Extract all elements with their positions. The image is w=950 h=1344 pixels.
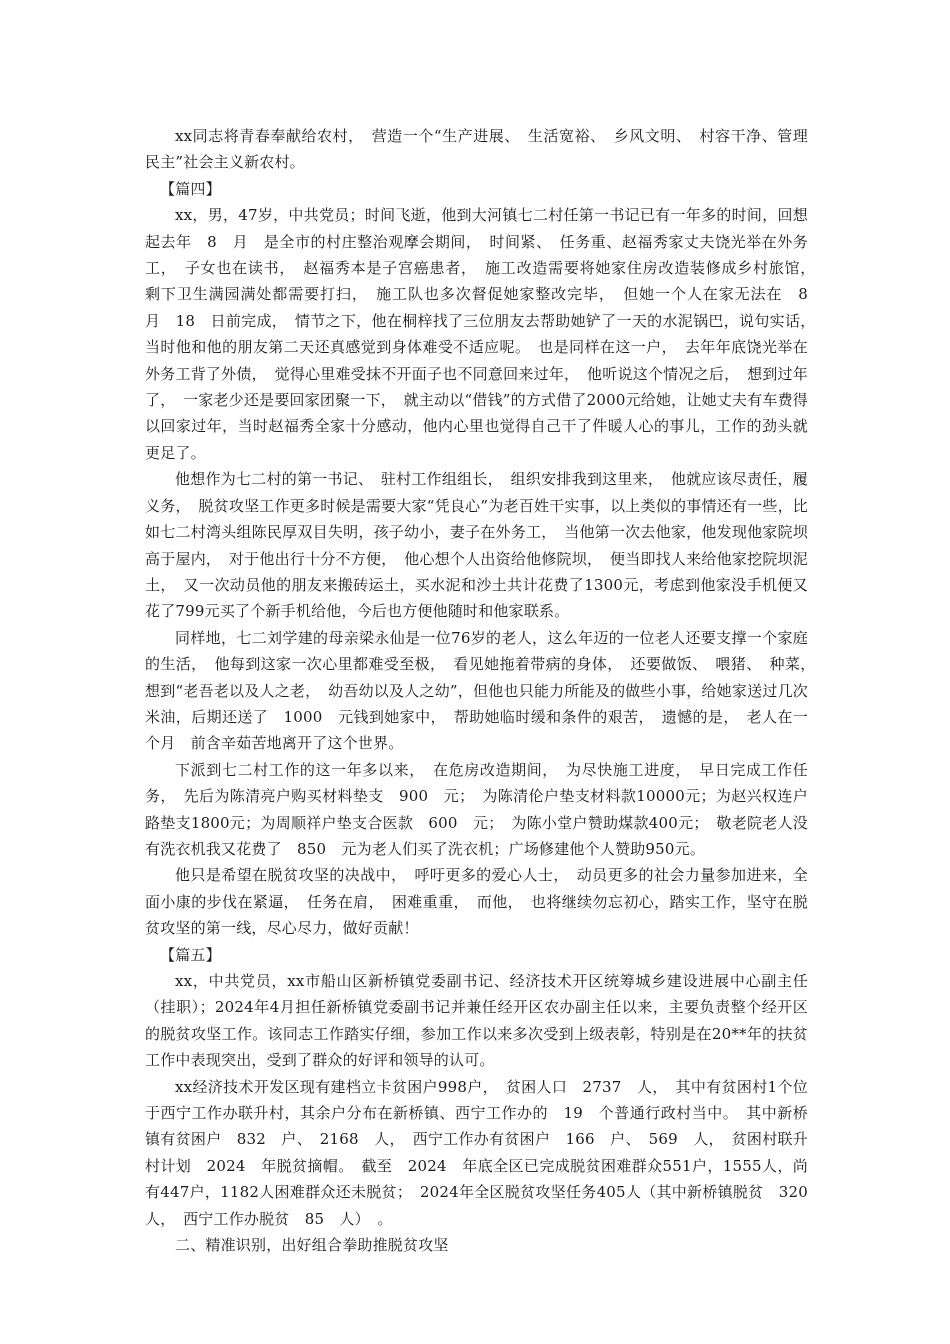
paragraph-6: 他只是希望在脱贫攻坚的决战中， 呼吁更多的爱心人士， 动员更多的社会力量参加进来，全面小康的步伐在紧逼， 任务在肩， 困难重重， 而他， 也将继续勿忘初心，踏实工作，坚守在脱贫攻坚的第一线，尽心尽力，做好贡献！	[145, 866, 808, 938]
paragraph-9: 二、精准识别，出好组合拳助推脱贫攻坚	[175, 1236, 449, 1255]
document-page	[145, 123, 824, 1258]
section-heading-5: 【篇五】	[160, 945, 221, 964]
section-heading-4: 【篇四】	[160, 179, 221, 198]
paragraph-5: 下派到七二村工作的这一年多以来， 在危房改造期间， 为尽快施工进度， 早日完成工作任务， 先后为陈清亮户购买材料垫支 900 元； 为陈清伦户垫支材料款10000元；为赵兴权连户路垫支1800元；为周顺祥户垫支合医款 600 元； 为陈小堂户赞助煤款400元； 敬老院老人没有洗衣机我又花费了 850 元为老人们买了洗衣机；广场修建他个人赞助950元。	[145, 760, 808, 858]
paragraph-7: xx，中共党员，xx市船山区新桥镇党委副书记、经济技术开区统筹城乡建设进展中心副主任（挂职）；2024年4月担任新桥镇党委副书记并兼任经开区农办副主任以来，主要负责整个经开区的脱贫攻坚工作。该同志工作踏实仔细，参加工作以来多次受到上级表彰，特别是在20**年的扶贫工作中表现突出，受到了群众的好评和领导的认可。	[145, 972, 808, 1070]
paragraph-8: xx经济技术开发区现有建档立卡贫困户998户， 贫困人口 2737 人， 其中有贫困村1个位于西宁工作办联升村，其余户分布在新桥镇、西宁工作办的 19 个普通行政村当中。 其中新桥镇有贫困户 832 户、 2168 人， 西宁工作办有贫困户 166 户、 569 人， 贫困村联升村计划 2024 年脱贫摘帽。 截至 2024 年底全区已完成脱贫困难群众551户，1555人，尚有447户，1182人困难群众还未脱贫； 2024年全区脱贫攻坚任务405人（其中新桥镇脱贫 320 人， 西宁工作办脱贫 85 人） 。	[145, 1077, 824, 1228]
paragraph-2: xx，男，47岁，中共党员；时间飞逝，他到大河镇七二村任第一书记已有一年多的时间，回想起去年 8 月 是全市的村庄整治观摩会期间， 时间紧、 任务重、赵福秀家丈夫饶光举在外务工， 子女也在读书， 赵福秀本是子宫癌患者， 施工改造需要将她家住房改造装修成乡村旅馆， 剩下卫生满园满处都需要打扫， 施工队也多次督促她家整改完毕， 但她一个人在家无法在 8 月 18 日前完成， 情节之下，他在桐梓找了三位朋友去帮助她铲了一天的水泥锅巴，说句实话， 当时他和他的朋友第二天还真感觉到身体难受不适应呢。 也是同样在这一户， 去年年底饶光举在外务工背了外债， 觉得心里难受抹不开面子也不同意回来过年， 他听说这个情况之后， 想到过年了， 一家老少还是要回家团聚一下， 就主动以“借钱”的方式借了2000元给她，让她丈夫有车费得以回家过年，当时赵福秀全家十分感动，他内心里也觉得自己干了件暖人心的事儿，工作的劲头就更足了。	[145, 206, 824, 462]
paragraph-1: xx同志将青春奉献给农村， 营造一个“生产进展、 生活宽裕、 乡风文明、 村容干净、管理民主”社会主义新农村。	[145, 127, 808, 172]
paragraph-3: 他想作为七二村的第一书记、 驻村工作组组长， 组织安排我到这里来， 他就应该尽责任，履义务， 脱贫攻坚工作更多时候是需要大家“凭良心”为老百姓干实事，以上类似的事情还有一些，比如七二村湾头组陈民厚双目失明，孩子幼小，妻子在外务工， 当他第一次去他家，他发现他家院坝高于屋内， 对于他出行十分不方便， 他心想个人出资给他修院坝， 便当即找人来给他家挖院坝泥土， 又一次动员他的朋友来搬砖运土，买水泥和沙土共计花费了1300元，考虑到他家没手机便又花了799元买了个新手机给他，今后也方便他随时和他家联系。	[145, 470, 808, 621]
paragraph-4: 同样地，七二刘学建的母亲梁永仙是一位76岁的老人，这么年迈的一位老人还要支撑一个家庭的生活， 他每到这家一次心里都难受至极， 看见她拖着带病的身体， 还要做饭、 喂猪、 种菜， 想到“老吾老以及人之老， 幼吾幼以及人之幼”，但他也只能力所能及的做些小事，给她家送过几次米油，后期还送了 1000 元钱到她家中， 帮助她临时缓和条件的艰苦， 遗憾的是， 老人在一个月 前含辛茹苦地离开了这个世界。	[145, 628, 824, 753]
